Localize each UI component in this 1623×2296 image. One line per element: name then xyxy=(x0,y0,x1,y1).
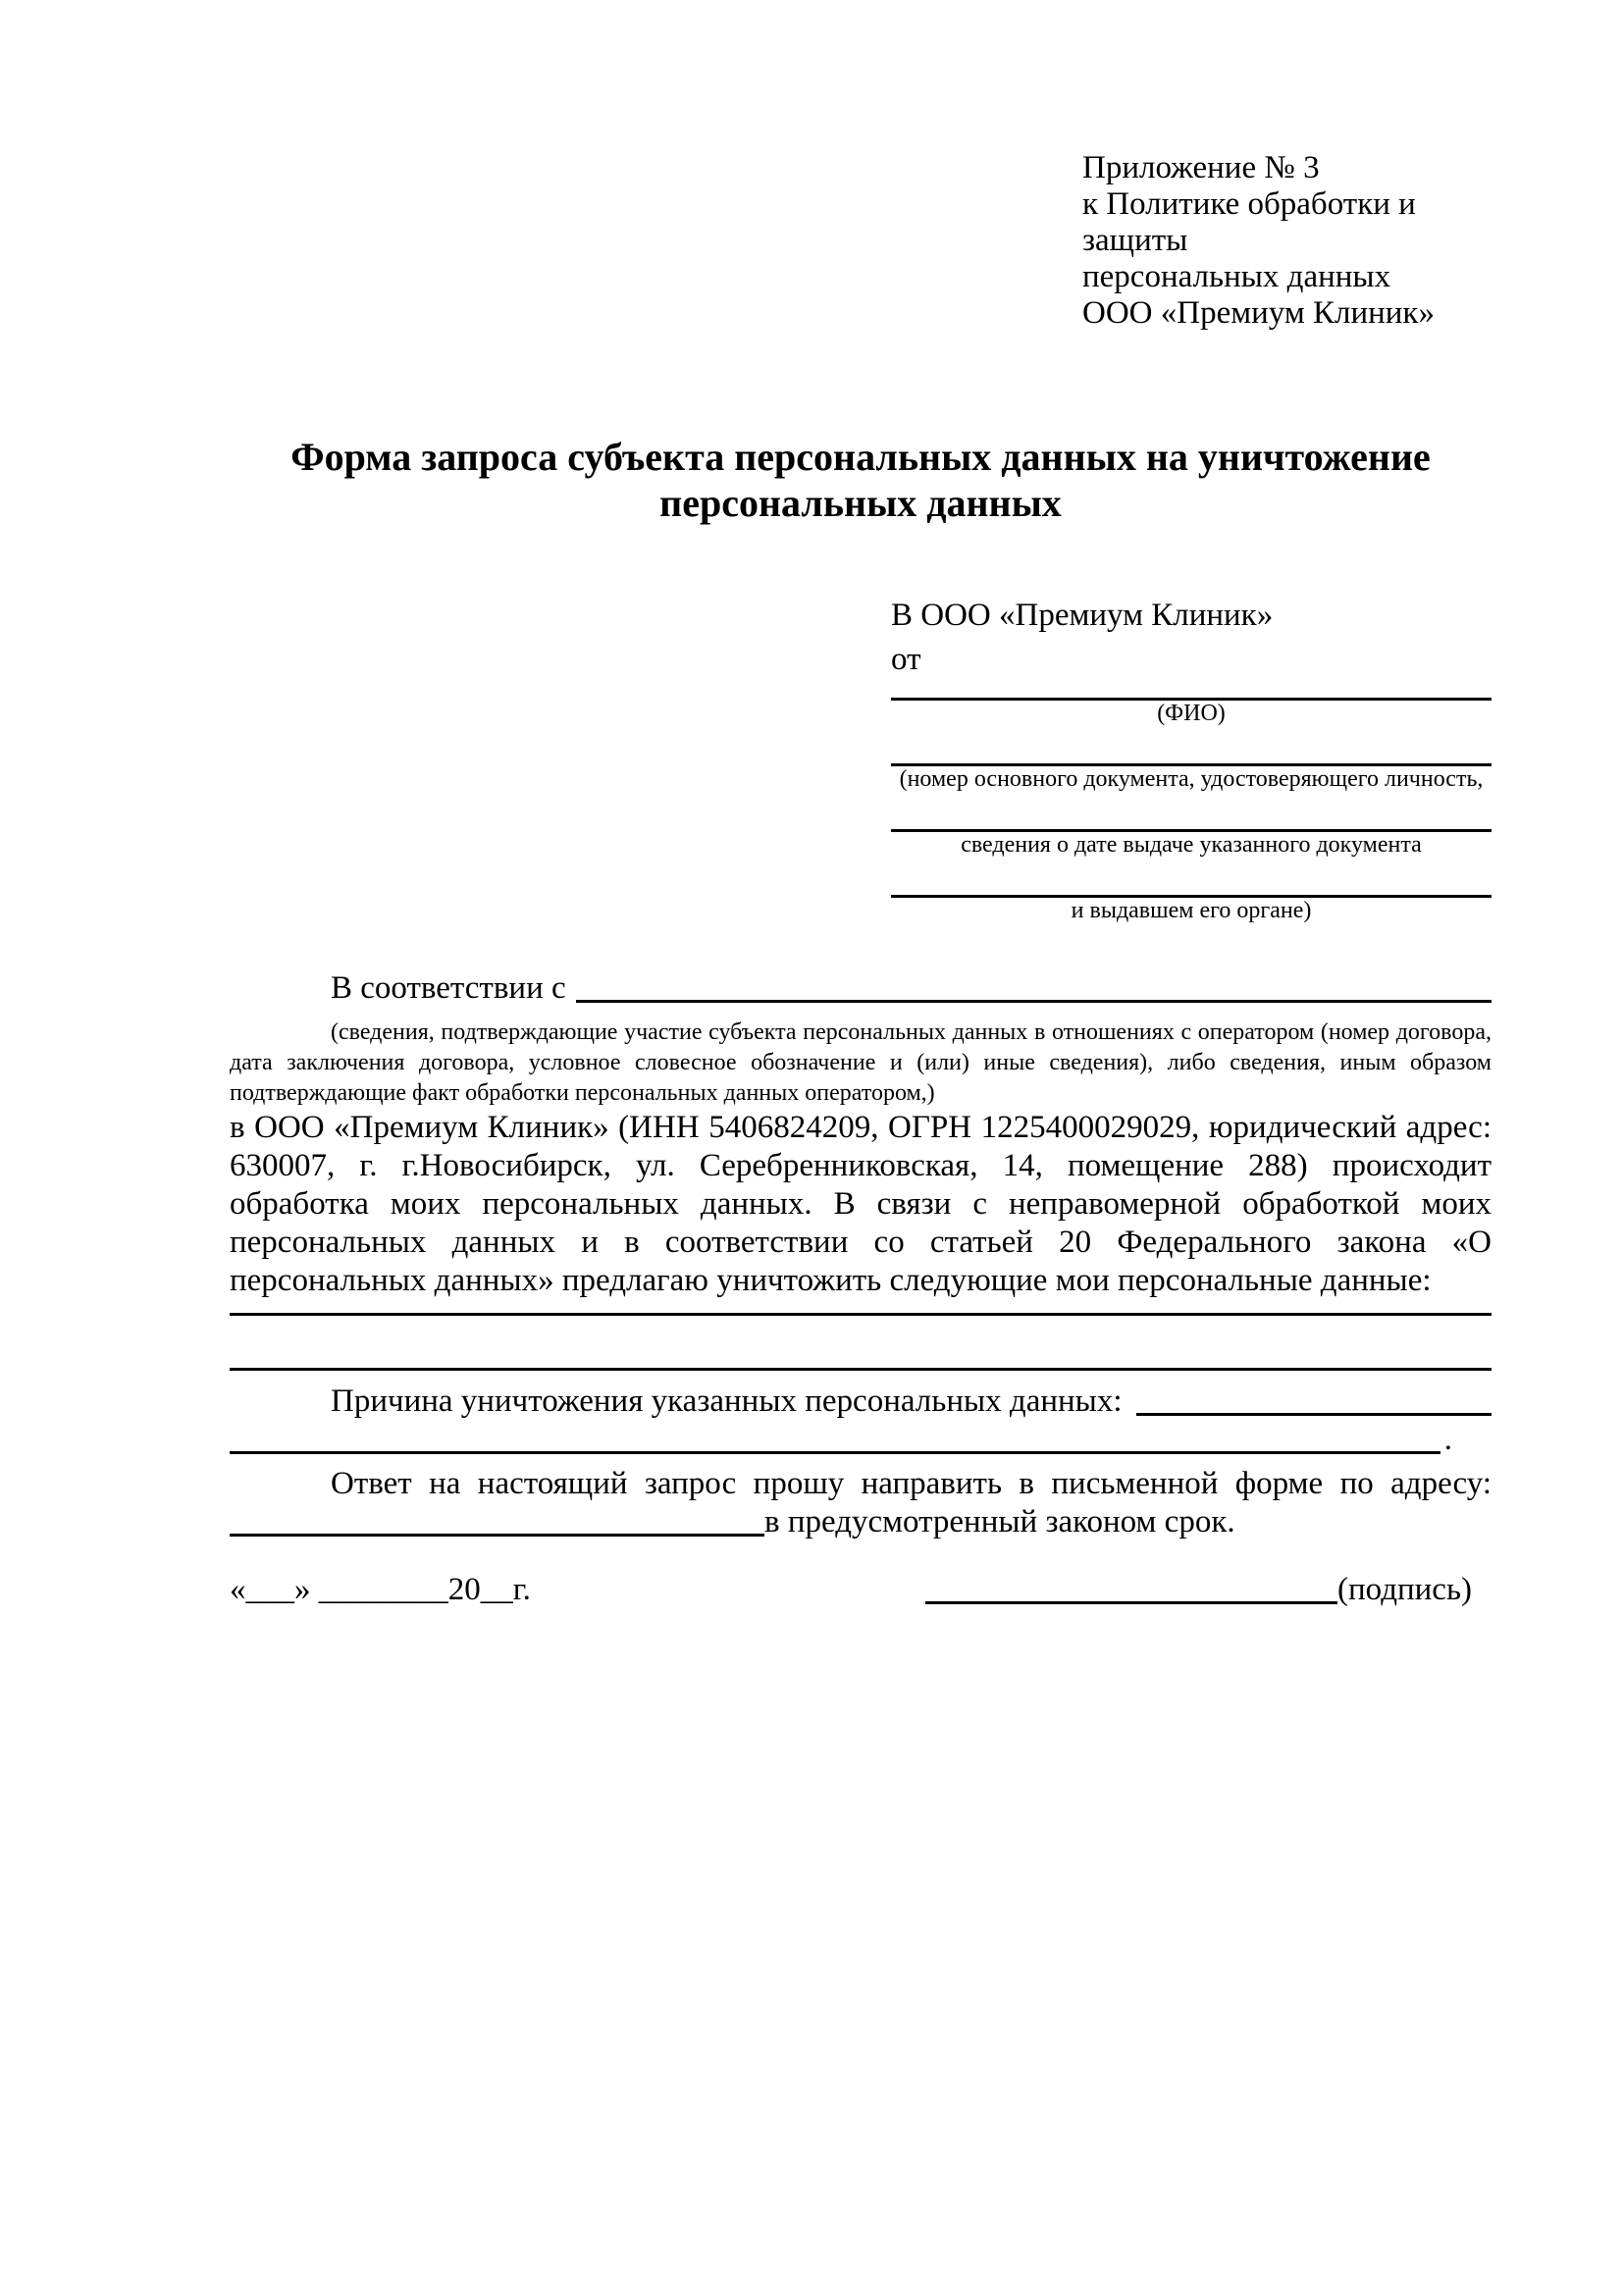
signature-write-in-line[interactable] xyxy=(925,1601,1337,1604)
reason-label: Причина уничтожения указанных персональных данных: xyxy=(331,1383,1123,1419)
signature-caption: (подпись) xyxy=(1337,1572,1472,1607)
response-request-paragraph: Ответ на настоящий запрос прошу направить в письменной форме по адресу: xyxy=(331,1466,1492,1501)
accordance-prefix: В соответствии с xyxy=(331,970,566,1006)
date-signature-row xyxy=(230,1571,1492,1609)
appendix-header-line-2: к Политике обработки и защиты xyxy=(1082,186,1416,258)
document-number-field xyxy=(891,763,1492,793)
personal-data-write-in-line-1[interactable] xyxy=(230,1300,1492,1316)
addressee-from-label: от xyxy=(891,642,921,677)
signature-group xyxy=(925,1571,1472,1609)
document-number-caption: (номер основного документа, удостоверяющего личность, xyxy=(899,766,1484,792)
appendix-header-line-3: персональных данных xyxy=(1082,259,1391,294)
addressee-organization: В ООО «Премиум Клиник» xyxy=(891,598,1274,633)
appendix-header-line-4: ООО «Премиум Клиник» xyxy=(1082,295,1435,331)
accordance-write-in-line[interactable] xyxy=(576,1000,1492,1003)
main-paragraph: в ООО «Премиум Клиник» (ИНН 5406824209, ОГРН 1225400029029, юридический адрес: 630007, г. г.Новосибирск, ул. Серебренниковская, 14, помещение 288) происходит обработка моих персональных данных. В связи с неправомерной обработкой моих персональных данных и в соответствии со статьей 20 Федерального закона «О персональных данных» предлагаю уничтожить следующие мои персональные данные: xyxy=(230,1110,1492,1298)
reason-line-period: . xyxy=(1443,1422,1452,1457)
accordance-row xyxy=(230,968,1492,1008)
date-write-in[interactable]: «___» ________20__г. xyxy=(230,1572,531,1607)
issue-date-caption: сведения о дате выдаче указанного документа xyxy=(961,832,1422,858)
issue-date-field xyxy=(891,829,1492,859)
accordance-note: (сведения, подтверждающие участие субъекта персональных данных в отношениях с оператором (номер договора, дата заключения договора, условное словесное обозначение и (или) иные сведения), либо сведения, иным образом подтверждающие факт обработки персональных данных оператором,) xyxy=(230,1019,1492,1106)
fio-caption: (ФИО) xyxy=(1157,701,1226,726)
reason-write-in-line-2[interactable] xyxy=(230,1451,1440,1454)
reason-write-in-line-1[interactable] xyxy=(1136,1413,1492,1416)
personal-data-write-in-line-2[interactable] xyxy=(230,1316,1492,1371)
appendix-header-line-1: Приложение № 3 xyxy=(1082,150,1320,185)
response-suffix: в предусмотренный законом срок. xyxy=(764,1504,1235,1539)
document-title: Форма запроса субъекта персональных данных на уничтожение персональных данных xyxy=(290,435,1431,525)
address-write-in-line[interactable] xyxy=(230,1534,764,1537)
document-body xyxy=(230,968,1492,1609)
reason-row xyxy=(230,1383,1492,1421)
response-address-row xyxy=(230,1503,1492,1541)
issuing-authority-field xyxy=(891,895,1492,924)
fio-field xyxy=(891,698,1492,727)
addressee-block xyxy=(891,594,1492,924)
appendix-header xyxy=(1082,150,1492,332)
reason-continuation-row xyxy=(230,1421,1492,1459)
issuing-authority-caption: и выдавшем его органе) xyxy=(1071,898,1312,923)
